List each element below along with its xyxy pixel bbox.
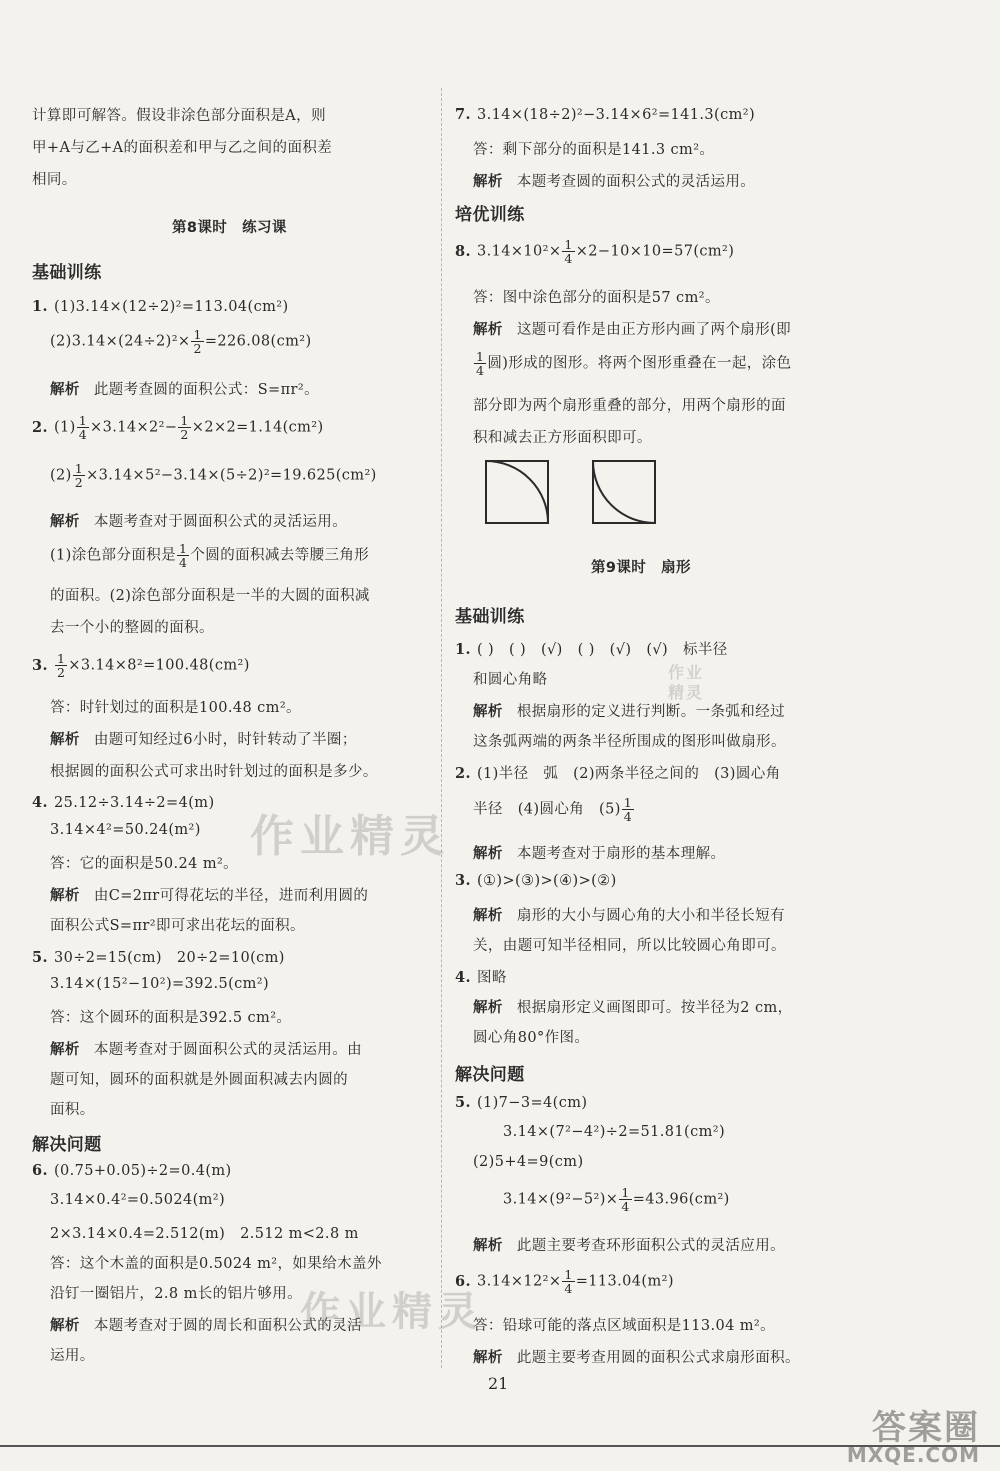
explanation-line: 题可知，圆环的面积就是外圆面积减去内圆的 (50, 1072, 348, 1088)
answer-line: 6. (0.75+0.05)÷2=0.4(m) (32, 1162, 232, 1179)
intro-line: 甲+A与乙+A的面积差和甲与乙之间的面积差 (32, 140, 333, 156)
explanation-line: 解析 本题考查对于扇形的基本理解。 (473, 845, 726, 862)
answer-line: 答：这个圆环的面积是392.5 cm²。 (50, 1010, 292, 1026)
answer-line: 8. 3.14×10²× $\frac{1}{4}$ ×2−10×10=57(cm²) (455, 237, 735, 267)
explanation-line: 解析 此题主要考查环形面积公式的灵活应用。 (473, 1237, 786, 1254)
answer-line: 2×3.14×0.4=2.512(m) 2.512 m<2.8 m (50, 1226, 359, 1242)
watermark-text: 作业精灵 (300, 1289, 484, 1335)
explanation-line: 解析 根据扇形定义画图即可。按半径为2 cm， (473, 999, 793, 1016)
answer-line: 2. (1)半径 弧 (2)两条半径之间的 (3)圆心角 (455, 765, 781, 782)
page-number: 21 (488, 1374, 509, 1393)
explanation-line: 这条弧两端的两条半径所围成的图形叫做扇形。 (473, 734, 786, 750)
answer-line: 4. 25.12÷3.14÷2=4(m) (32, 794, 215, 811)
answer-line: 3.14×(15²−10²)=392.5(cm²) (50, 976, 270, 992)
answer-line: 3.14×(7²−4²)÷2=51.81(cm²) (503, 1124, 726, 1140)
answer-line: 和圆心角略 (473, 672, 548, 688)
column-divider (441, 88, 442, 1368)
square-quarter-arc-figure-2 (592, 460, 656, 524)
explanation-line: 解析 本题考查对于圆的周长和面积公式的灵活 (50, 1317, 363, 1334)
watermark-text: 作业精灵 (250, 811, 450, 862)
explanation-line: 解析 根据扇形的定义进行判断。一条弧和经过 (473, 703, 786, 720)
explanation-line: 解析 由C=2πr可得花坛的半径，进而利用圆的 (50, 887, 369, 904)
answer-line: 6. 3.14×12²× $\frac{1}{4}$ =113.04(m²) (455, 1267, 674, 1297)
explanation-line: 运用。 (50, 1348, 95, 1364)
answer-line: 7. 3.14×(18÷2)²−3.14×6²=141.3(cm²) (455, 106, 756, 123)
answer-line: 答：它的面积是50.24 m²。 (50, 856, 239, 872)
explanation-line: (1)涂色部分面积是 $\frac{1}{4}$ 个圆的面积减去等腰三角形 (50, 541, 370, 571)
explanation-line: 解析 本题考查圆的面积公式的灵活运用。 (473, 173, 756, 190)
answer-line: 5. 30÷2=15(cm) 20÷2=10(cm) (32, 949, 285, 966)
section-heading: 基础训练 (455, 607, 525, 627)
explanation-line: 解析 由题可知经过6小时，时针转动了半圈； (50, 731, 357, 748)
answer-line: 3.14×4²=50.24(m²) (50, 822, 201, 838)
answer-line: 3.14×0.4²=0.5024(m²) (50, 1192, 226, 1208)
answer-line: 3. (①)>(③)>(④)>(②) (455, 872, 617, 889)
explanation-line: 去一个小的整圆的面积。 (50, 620, 214, 636)
brand-logo (847, 1400, 980, 1467)
answer-line: 答：时针划过的面积是100.48 cm²。 (50, 700, 301, 716)
lesson-9-title: 第9课时 扇形 (591, 560, 691, 576)
explanation-line: 面积公式S=πr²即可求出花坛的面积。 (50, 918, 305, 934)
answer-line: 答：图中涂色部分的面积是57 cm²。 (473, 290, 720, 306)
watermark-text: 作业 (668, 663, 705, 682)
lesson-8-title: 第8课时 练习课 (172, 220, 287, 236)
answer-line: 半径 (4)圆心角 (5) $\frac{1}{4}$ (473, 795, 633, 825)
answer-line: (2) $\frac{1}{2}$ ×3.14×5²−3.14×(5÷2)²=19.625(cm²) (50, 461, 377, 491)
explanation-line: 解析 此题考查圆的面积公式：S=πr²。 (50, 381, 319, 398)
answer-line: 1. ( ) ( ) (√) ( ) (√) (√) 标半径 (455, 641, 728, 658)
explanation-line: 解析 扇形的大小与圆心角的大小和半径长短有 (473, 907, 786, 924)
section-heading: 培优训练 (455, 205, 525, 225)
answer-line: 3.14×(9²−5²)× $\frac{1}{4}$ =43.96(cm²) (503, 1185, 730, 1215)
answer-line: 答：铅球可能的落点区域面积是113.04 m²。 (473, 1318, 776, 1334)
explanation-line: 积和减去正方形面积即可。 (473, 430, 652, 446)
explanation-line: 解析 这题可看作是由正方形内画了两个扇形(即 (473, 321, 792, 338)
square-quarter-arc-figure-1 (485, 460, 549, 524)
explanation-line: 的面积。(2)涂色部分面积是一半的大圆的面积减 (50, 588, 370, 604)
answer-line: 沿钉一圈铝片，2.8 m长的铝片够用。 (50, 1286, 303, 1302)
explanation-line: $\frac{1}{4}$ 圆)形成的图形。将两个图形重叠在一起，涂色 (476, 349, 792, 379)
explanation-line: 面积。 (50, 1102, 95, 1118)
answer-line: 答：这个木盖的面积是0.5024 m²，如果给木盖外 (50, 1256, 382, 1272)
section-heading: 解决问题 (455, 1065, 525, 1085)
brand-logo-text: 答案圈 (872, 1408, 980, 1448)
answer-line: 2. (1) $\frac{1}{4}$ ×3.14×2²− $\frac{1}{2}$ ×2×2=1.14(cm²) (32, 413, 324, 443)
answer-line: (2)5+4=9(cm) (473, 1154, 584, 1170)
explanation-line: 部分即为两个扇形重叠的部分，用两个扇形的面 (473, 398, 786, 414)
answer-line: 3. $\frac{1}{2}$ ×3.14×8²=100.48(cm²) (32, 651, 250, 681)
section-heading: 基础训练 (32, 263, 102, 283)
answer-line: 5. (1)7−3=4(cm) (455, 1094, 588, 1111)
explanation-line: 解析 本题考查对于圆面积公式的灵活运用。 (50, 513, 348, 530)
watermark-text: 精灵 (668, 683, 705, 702)
explanation-line: 根据圆的面积公式可求出时针划过的面积是多少。 (50, 764, 378, 780)
answer-line: 答：剩下部分的面积是141.3 cm²。 (473, 142, 715, 158)
explanation-line: 解析 本题考查对于圆面积公式的灵活运用。由 (50, 1041, 363, 1058)
section-heading: 解决问题 (32, 1135, 102, 1155)
intro-line: 计算即可解答。假设非涂色部分面积是A，则 (32, 108, 326, 124)
intro-line: 相同。 (32, 172, 77, 188)
answer-line: (2)3.14×(24÷2)²× $\frac{1}{2}$ =226.08(cm²) (50, 327, 312, 357)
explanation-line: 解析 此题主要考查用圆的面积公式求扇形面积。 (473, 1349, 800, 1366)
answer-line: 4. 图略 (455, 969, 507, 986)
explanation-line: 圆心角80°作图。 (473, 1030, 590, 1046)
explanation-line: 关，由题可知半径相同，所以比较圆心角即可。 (473, 938, 786, 954)
answer-line: 1. (1)3.14×(12÷2)²=113.04(cm²) (32, 298, 289, 315)
brand-logo-url: MXQE.COM (846, 1443, 980, 1467)
